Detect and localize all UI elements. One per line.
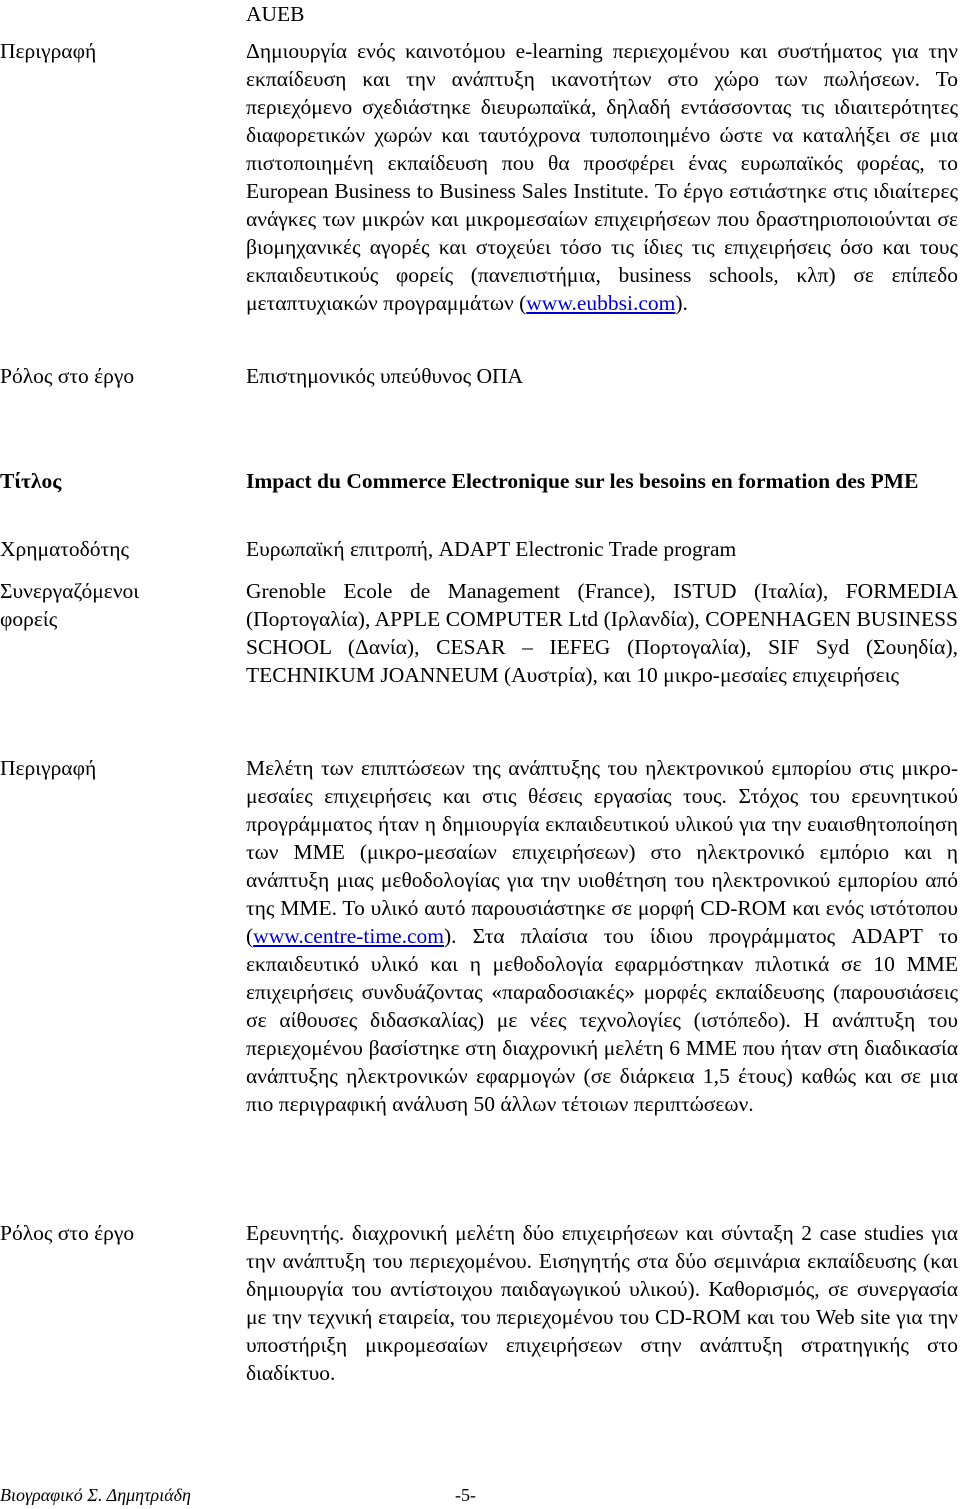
block2-funder-label: Χρηματοδότης <box>0 537 129 561</box>
block2-partners: Grenoble Ecole de Management (France), ISTUD (Ιταλία), FORMEDIA (Πορτογαλία), APPLE COMPUTER Ltd (Ιρλανδία), COPENHAGEN BUSINESS SCHOOL (Δανία), CESAR – IEFEG (Πορτογαλία), SIF Syd (Σουηδία), TECHNIKUM JOANNEUM (Αυστρία), και 10 μικρο-μεσαίες επιχειρήσεις <box>246 579 958 687</box>
block2-description-text: Μελέτη των επιπτώσεων της ανάπτυξης του ηλεκτρονικού εμπορίου στις μικρο-μεσαίες επιχειρήσεις και στις θέσεις εργασίας τους. Στόχος του ερευνητικού προγράμματος ήταν η δημιουργία εκπαιδευτικού υλικού για την ευαισθητοποίηση των ΜΜΕ (μικρο-μεσαίων επιχειρήσεων) στο ηλεκτρονικό εμπόριο και η ανάπτυξη μιας μεθοδολογίας για την υιοθέτηση του ηλεκτρονικού εμπορίου από της ΜΜΕ. Το υλικό αυτό παρουσιάστηκε σε μορφή CD-ROM και ενός ιστότοπου ( <box>246 756 958 948</box>
block1-description-text: Δημιουργία ενός καινοτόμου e-learning περιεχομένου και συστήματος για την εκπαίδευση και την ανάπτυξη ικανοτήτων στο χώρο των πωλήσεων. Το περιεχόμενο σχεδιάστηκε διευρωπαϊκά, δηλαδή εντάσσοντας τις ιδιαιτερότητες διαφορετικών χωρών και ταυτόχρονα τυποποιημένο ώστε να καταλήξει σε μια πιστοποιημένη εκπαίδευση που θα προσφέρει ένας ευρωπαϊκός φορέας, το European Business to Business Sales Institute. Το έργο εστιάστηκε στις ιδιαίτερες ανάγκες των μικρών και μικρομεσαίων επιχειρήσεων που δραστηριοποιούνται σε βιομηχανικές αγορές και στοχεύει τόσο τις ίδιες τις επιχειρήσεις όσο και τους εκπαιδευτικούς φορείς (πανεπιστήμια, business schools, κλπ) σε επίπεδο μεταπτυχιακών προγραμμάτων ( <box>246 39 958 315</box>
block2-description-label: Περιγραφή <box>0 756 97 780</box>
block2-partners-label <box>0 577 235 633</box>
block1-role-label: Ρόλος στο έργο <box>0 364 135 388</box>
block1-website-link[interactable]: www.eubbsi.com <box>526 291 676 315</box>
block2-partners-label-line1: Συνεργαζόμενοι <box>0 579 140 603</box>
block2-role: Ερευνητής. διαχρονική μελέτη δύο επιχειρήσεων και σύνταξη 2 case studies για την ανάπτυξη του περιεχομένου. Εισηγητής στα δύο σεμινάρια εκπαίδευσης (και δημιουργία του αντίστοιχου παιδαγωγικού υλικού). Καθορισμός, σε συνεργασία με την τεχνική εταιρεία, του περιεχομένου του CD-ROM και του Web site για την υποστήριξη μικρομεσαίων επιχειρήσεων στην ανάπτυξη στρατηγικής στο διαδίκτυο. <box>246 1221 958 1385</box>
block2-description <box>246 754 958 1118</box>
block1-org: AUEB <box>246 2 305 26</box>
block2-role-label: Ρόλος στο έργο <box>0 1221 135 1245</box>
footer-author: Βιογραφικό Σ. Δημητριάδη <box>0 1485 191 1505</box>
block1-description-tail: ). <box>675 291 688 315</box>
block2-website-link[interactable]: www.centre-time.com <box>253 924 445 948</box>
block2-title-label: Τίτλος <box>0 469 62 493</box>
block1-description <box>246 37 958 317</box>
page-number: -5- <box>455 1485 476 1505</box>
block2-title: Impact du Commerce Electronique sur les besoins en formation des PME <box>246 469 919 493</box>
block2-description-tail: ). Στα πλαίσια του ίδιου προγράμματος ADAPT το εκπαιδευτικό υλικό και η μεθοδολογία εφαρμόστηκαν πιλοτικά σε 10 ΜΜΕ επιχειρήσεις συνδυάζοντας «παραδοσιακές» μορφές εκπαίδευσης (παρουσιάσεις σε αίθουσες διδασκαλίας) με νέες τεχνολογίες (ιστόπεδο). Η ανάπτυξη του περιεχομένου βασίστηκε στη διαχρονική μελέτη 6 ΜΜΕ που ήταν στη διαδικασία ανάπτυξης ηλεκτρονικών εφαρμογών (σε διάρκεια 1,5 έτους) καθώς και σε μια πιο περιγραφική ανάλυση 50 άλλων τέτοιων περιπτώσεων. <box>246 924 958 1116</box>
block1-role: Επιστημονικός υπεύθυνος ΟΠΑ <box>246 364 524 388</box>
block2-funder: Ευρωπαϊκή επιτροπή, ADAPT Electronic Trade program <box>246 537 737 561</box>
block1-description-label: Περιγραφή <box>0 39 97 63</box>
block2-partners-label-line2: φορείς <box>0 607 58 631</box>
